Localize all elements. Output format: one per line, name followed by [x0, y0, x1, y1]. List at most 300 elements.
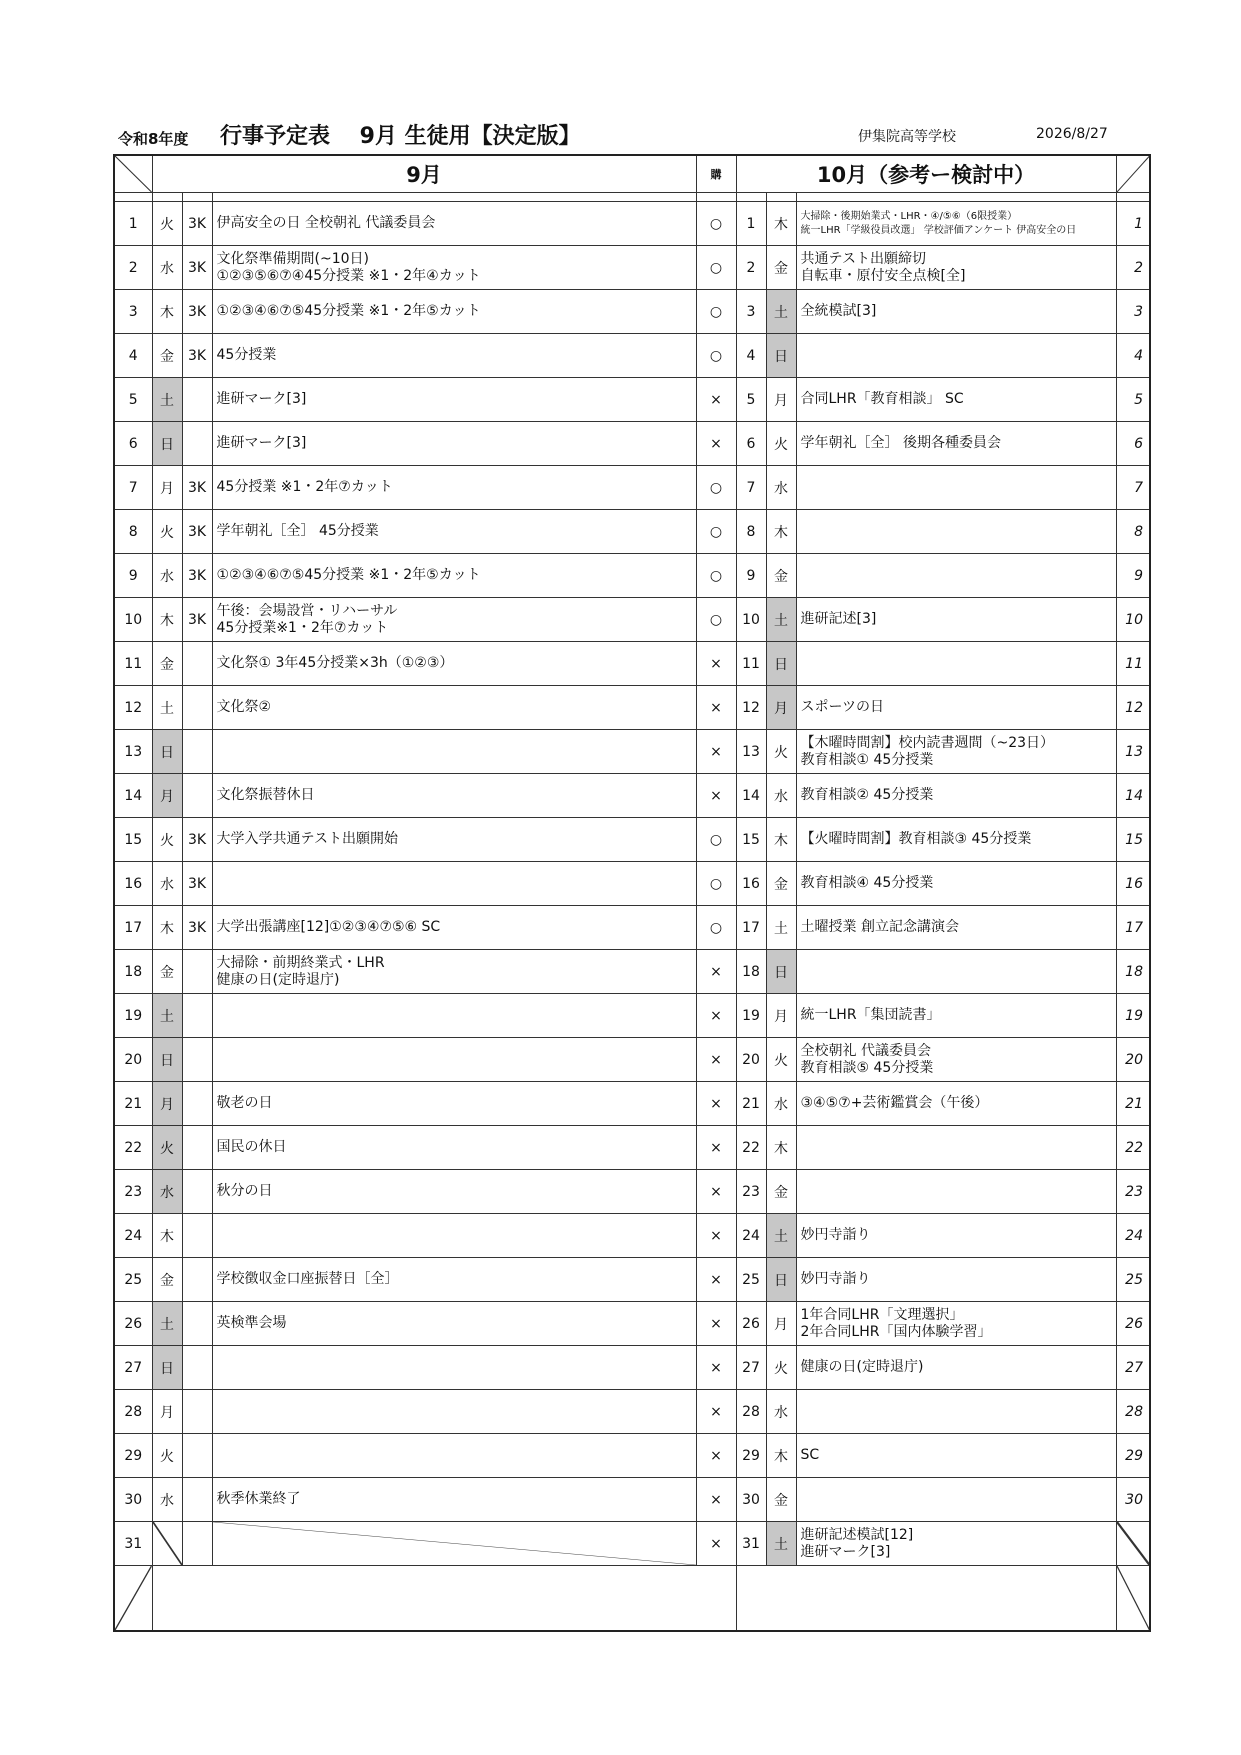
- oct-event: 教育相談④ 45分授業: [796, 862, 1116, 906]
- oct-weekday: 木: [766, 510, 796, 554]
- oct-weekday: 月: [766, 378, 796, 422]
- oct-event: 土曜授業 創立記念講演会: [796, 906, 1116, 950]
- oct-right-date: 4: [1116, 334, 1150, 378]
- day-row: [114, 1214, 1150, 1258]
- sep-3k-mark: 3K: [182, 290, 212, 334]
- sep-date: 10: [114, 598, 152, 642]
- oct-event: 1年合同LHR「文理選択」 2年合同LHR「国内体験学習」: [796, 1302, 1116, 1346]
- sep-date: 23: [114, 1170, 152, 1214]
- oct-date: 29: [736, 1434, 766, 1478]
- sep-date: 13: [114, 730, 152, 774]
- oct-date: 9: [736, 554, 766, 598]
- sep-weekday: 月: [152, 1390, 182, 1434]
- october-header: 10月（参考ー検討中）: [736, 155, 1116, 193]
- oct-right-date: 30: [1116, 1478, 1150, 1522]
- sep-date: 18: [114, 950, 152, 994]
- sep-3k-mark: [182, 686, 212, 730]
- oct-event: 妙円寺詣り: [796, 1214, 1116, 1258]
- oct-weekday: 金: [766, 1478, 796, 1522]
- sep-weekday: 火: [152, 1126, 182, 1170]
- sep-event: 国民の休日: [212, 1126, 696, 1170]
- sep-date: 21: [114, 1082, 152, 1126]
- purchase-mark: ×: [696, 774, 736, 818]
- sep-weekday: 日: [152, 1038, 182, 1082]
- oct-right-date: 7: [1116, 466, 1150, 510]
- purchase-mark: ×: [696, 642, 736, 686]
- day-row: [114, 642, 1150, 686]
- oct-date: 11: [736, 642, 766, 686]
- oct-right-date: 24: [1116, 1214, 1150, 1258]
- oct-date: 14: [736, 774, 766, 818]
- oct-weekday: 火: [766, 1346, 796, 1390]
- oct-weekday: 月: [766, 686, 796, 730]
- oct-event: 【木曜時間割】校内読書週間（~23日） 教育相談① 45分授業: [796, 730, 1116, 774]
- oct-event: [796, 510, 1116, 554]
- oct-date: 12: [736, 686, 766, 730]
- sep-3k-mark: 3K: [182, 554, 212, 598]
- oct-weekday: 火: [766, 730, 796, 774]
- column-header-row: [114, 155, 1150, 193]
- sep-event: 秋分の日: [212, 1170, 696, 1214]
- sep-event: 午後：会場設営・リハーサル 45分授業※1・2年⑦カット: [212, 598, 696, 642]
- oct-date: 13: [736, 730, 766, 774]
- sep-date: 27: [114, 1346, 152, 1390]
- sep-event: 敬老の日: [212, 1082, 696, 1126]
- sep-3k-mark: [182, 774, 212, 818]
- sep-3k-mark: [182, 642, 212, 686]
- oct-event: [796, 466, 1116, 510]
- oct-right-date: 25: [1116, 1258, 1150, 1302]
- sep-weekday: 金: [152, 334, 182, 378]
- sep-date: 6: [114, 422, 152, 466]
- oct-event: 学年朝礼［全］ 後期各種委員会: [796, 422, 1116, 466]
- day-row: [114, 1522, 1150, 1566]
- day-row: [114, 1170, 1150, 1214]
- sep-weekday: 土: [152, 994, 182, 1038]
- page-header: [118, 118, 1118, 150]
- oct-weekday: 水: [766, 774, 796, 818]
- sep-weekday: 火: [152, 510, 182, 554]
- oct-weekday: 日: [766, 334, 796, 378]
- oct-weekday: 日: [766, 642, 796, 686]
- day-row: [114, 1038, 1150, 1082]
- footer-row: [114, 1566, 1150, 1632]
- oct-weekday: 月: [766, 994, 796, 1038]
- sep-event: [212, 1522, 696, 1566]
- sep-event: ①②③④⑥⑦⑤45分授業 ※1・2年⑤カット: [212, 554, 696, 598]
- oct-weekday: 金: [766, 554, 796, 598]
- sep-event: 学校徴収金口座振替日［全］: [212, 1258, 696, 1302]
- oct-event: [796, 1170, 1116, 1214]
- sep-3k-mark: [182, 1346, 212, 1390]
- sep-3k-mark: 3K: [182, 334, 212, 378]
- sep-event: [212, 730, 696, 774]
- oct-weekday: 土: [766, 290, 796, 334]
- oct-date: 17: [736, 906, 766, 950]
- sep-3k-mark: [182, 1522, 212, 1566]
- purchase-mark: ×: [696, 1170, 736, 1214]
- day-row: [114, 554, 1150, 598]
- purchase-mark: ×: [696, 1126, 736, 1170]
- oct-event: [796, 334, 1116, 378]
- oct-right-date: 10: [1116, 598, 1150, 642]
- oct-weekday: 金: [766, 246, 796, 290]
- sep-date: 22: [114, 1126, 152, 1170]
- day-row: [114, 422, 1150, 466]
- sep-event: [212, 1346, 696, 1390]
- day-row: [114, 1082, 1150, 1126]
- purchase-mark: ×: [696, 1258, 736, 1302]
- sep-event: 進研マーク[3]: [212, 378, 696, 422]
- footer-diagonal-left: [114, 1566, 152, 1632]
- oct-weekday: 木: [766, 202, 796, 246]
- day-row: [114, 686, 1150, 730]
- purchase-mark: ○: [696, 246, 736, 290]
- oct-date: 28: [736, 1390, 766, 1434]
- sep-date: 7: [114, 466, 152, 510]
- page-title: 行事予定表 9月 生徒用【決定版】: [220, 124, 581, 149]
- purchase-mark: ○: [696, 554, 736, 598]
- sep-date: 31: [114, 1522, 152, 1566]
- purchase-mark: ○: [696, 862, 736, 906]
- sep-date: 24: [114, 1214, 152, 1258]
- purchase-mark: ×: [696, 994, 736, 1038]
- day-row: [114, 1346, 1150, 1390]
- oct-date: 8: [736, 510, 766, 554]
- sep-weekday: 金: [152, 642, 182, 686]
- sep-date: 30: [114, 1478, 152, 1522]
- oct-weekday: 木: [766, 818, 796, 862]
- sep-date: 25: [114, 1258, 152, 1302]
- oct-event: 大掃除・後期始業式・LHR・④/⑤⑥（6限授業） 統一LHR「学級役員改選」 学校評価アンケート 伊高安全の日: [796, 202, 1116, 246]
- oct-right-date: [1116, 1522, 1150, 1566]
- oct-right-date: 13: [1116, 730, 1150, 774]
- oct-right-date: 14: [1116, 774, 1150, 818]
- sep-weekday: 水: [152, 1478, 182, 1522]
- sep-3k-mark: 3K: [182, 510, 212, 554]
- day-row: [114, 818, 1150, 862]
- schedule-table: [113, 154, 1151, 1632]
- purchase-mark: ○: [696, 818, 736, 862]
- oct-weekday: 日: [766, 950, 796, 994]
- oct-right-date: 3: [1116, 290, 1150, 334]
- oct-right-date: 5: [1116, 378, 1150, 422]
- sep-3k-mark: 3K: [182, 818, 212, 862]
- day-row: [114, 1478, 1150, 1522]
- oct-right-date: 17: [1116, 906, 1150, 950]
- school-name: 伊集院高等学校: [858, 129, 956, 145]
- sep-weekday: 土: [152, 1302, 182, 1346]
- oct-right-date: 1: [1116, 202, 1150, 246]
- sep-3k-mark: 3K: [182, 202, 212, 246]
- sep-date: 5: [114, 378, 152, 422]
- sep-event: 45分授業: [212, 334, 696, 378]
- sep-event: [212, 862, 696, 906]
- sep-weekday: 木: [152, 290, 182, 334]
- oct-event: [796, 554, 1116, 598]
- oct-event: 全統模試[3]: [796, 290, 1116, 334]
- sep-3k-mark: 3K: [182, 598, 212, 642]
- day-row: [114, 598, 1150, 642]
- oct-right-date: 21: [1116, 1082, 1150, 1126]
- sep-event: 45分授業 ※1・2年⑦カット: [212, 466, 696, 510]
- sep-weekday: 水: [152, 1170, 182, 1214]
- sep-weekday: 金: [152, 950, 182, 994]
- day-row: [114, 1434, 1150, 1478]
- oct-weekday: 木: [766, 1434, 796, 1478]
- oct-event: [796, 642, 1116, 686]
- purchase-mark: ×: [696, 1346, 736, 1390]
- sep-date: 11: [114, 642, 152, 686]
- oct-date: 10: [736, 598, 766, 642]
- sep-date: 28: [114, 1390, 152, 1434]
- purchase-mark: ×: [696, 686, 736, 730]
- oct-event: 進研記述模試[12] 進研マーク[3]: [796, 1522, 1116, 1566]
- purchase-mark: ×: [696, 1478, 736, 1522]
- sep-date: 17: [114, 906, 152, 950]
- oct-right-date: 6: [1116, 422, 1150, 466]
- oct-right-date: 2: [1116, 246, 1150, 290]
- day-row: [114, 774, 1150, 818]
- sep-date: 2: [114, 246, 152, 290]
- oct-right-date: 22: [1116, 1126, 1150, 1170]
- sep-date: 8: [114, 510, 152, 554]
- sep-event: 文化祭②: [212, 686, 696, 730]
- sep-weekday: 水: [152, 554, 182, 598]
- sep-weekday: 土: [152, 378, 182, 422]
- purchase-mark: ×: [696, 1390, 736, 1434]
- sep-event: 秋季休業終了: [212, 1478, 696, 1522]
- sep-3k-mark: [182, 1170, 212, 1214]
- oct-weekday: 水: [766, 466, 796, 510]
- day-row: [114, 378, 1150, 422]
- oct-event: 全校朝礼 代議委員会 教育相談⑤ 45分授業: [796, 1038, 1116, 1082]
- sep-3k-mark: [182, 1434, 212, 1478]
- sep-event: 英検準会場: [212, 1302, 696, 1346]
- oct-date: 24: [736, 1214, 766, 1258]
- sep-3k-mark: 3K: [182, 466, 212, 510]
- sep-event: 文化祭① 3年45分授業×3h（①②③）: [212, 642, 696, 686]
- oct-date: 30: [736, 1478, 766, 1522]
- sep-date: 16: [114, 862, 152, 906]
- oct-date: 2: [736, 246, 766, 290]
- sep-weekday: 金: [152, 1258, 182, 1302]
- footer-oct-blank: [736, 1566, 1116, 1632]
- corner-diagonal: [1116, 155, 1150, 193]
- sep-3k-mark: [182, 994, 212, 1038]
- oct-right-date: 28: [1116, 1390, 1150, 1434]
- purchase-mark: ○: [696, 202, 736, 246]
- sep-weekday: 月: [152, 466, 182, 510]
- oct-weekday: 土: [766, 906, 796, 950]
- oct-right-date: 19: [1116, 994, 1150, 1038]
- sep-event: 大掃除・前期終業式・LHR 健康の日(定時退庁): [212, 950, 696, 994]
- sep-3k-mark: [182, 1478, 212, 1522]
- oct-date: 25: [736, 1258, 766, 1302]
- oct-date: 26: [736, 1302, 766, 1346]
- day-row: [114, 202, 1150, 246]
- purchase-mark: ○: [696, 466, 736, 510]
- day-row: [114, 1258, 1150, 1302]
- day-row: [114, 994, 1150, 1038]
- sep-event: 進研マーク[3]: [212, 422, 696, 466]
- oct-date: 18: [736, 950, 766, 994]
- oct-event: [796, 950, 1116, 994]
- sep-3k-mark: [182, 1038, 212, 1082]
- day-row: [114, 1302, 1150, 1346]
- purchase-mark: ×: [696, 1214, 736, 1258]
- sep-weekday: 水: [152, 246, 182, 290]
- purchase-mark: ○: [696, 906, 736, 950]
- day-row: [114, 950, 1150, 994]
- oct-right-date: 12: [1116, 686, 1150, 730]
- purchase-mark: ○: [696, 510, 736, 554]
- issue-date: 2026/8/27: [1036, 126, 1108, 142]
- oct-right-date: 8: [1116, 510, 1150, 554]
- day-row: [114, 510, 1150, 554]
- sep-weekday: 木: [152, 1214, 182, 1258]
- day-row: [114, 1126, 1150, 1170]
- oct-date: 3: [736, 290, 766, 334]
- oct-date: 19: [736, 994, 766, 1038]
- purchase-mark: ○: [696, 290, 736, 334]
- sep-date: 15: [114, 818, 152, 862]
- oct-weekday: 火: [766, 422, 796, 466]
- sep-3k-mark: [182, 950, 212, 994]
- oct-right-date: 9: [1116, 554, 1150, 598]
- mark-header: 購: [696, 155, 736, 193]
- sep-3k-mark: [182, 422, 212, 466]
- sep-3k-mark: 3K: [182, 906, 212, 950]
- sep-3k-mark: [182, 1390, 212, 1434]
- oct-weekday: 金: [766, 862, 796, 906]
- sep-date: 1: [114, 202, 152, 246]
- oct-date: 20: [736, 1038, 766, 1082]
- oct-date: 7: [736, 466, 766, 510]
- oct-date: 4: [736, 334, 766, 378]
- sep-weekday: 日: [152, 730, 182, 774]
- corner-diagonal: [114, 155, 152, 193]
- purchase-mark: ×: [696, 1082, 736, 1126]
- sep-weekday: 日: [152, 422, 182, 466]
- oct-event: [796, 1390, 1116, 1434]
- day-row: [114, 862, 1150, 906]
- day-row: [114, 246, 1150, 290]
- sep-weekday: 火: [152, 1434, 182, 1478]
- sep-weekday: 月: [152, 1082, 182, 1126]
- footer-sep-blank: [152, 1566, 736, 1632]
- sep-date: 4: [114, 334, 152, 378]
- sep-3k-mark: [182, 1258, 212, 1302]
- sep-3k-mark: [182, 1214, 212, 1258]
- sep-weekday: [152, 1522, 182, 1566]
- purchase-mark: ○: [696, 598, 736, 642]
- sep-event: 文化祭準備期間(~10日) ①②③⑤⑥⑦④45分授業 ※1・2年④カット: [212, 246, 696, 290]
- sep-weekday: 火: [152, 818, 182, 862]
- sep-weekday: 土: [152, 686, 182, 730]
- day-row: [114, 334, 1150, 378]
- sep-event: ①②③④⑥⑦⑤45分授業 ※1・2年⑤カット: [212, 290, 696, 334]
- oct-event: 健康の日(定時退庁): [796, 1346, 1116, 1390]
- sep-3k-mark: [182, 1082, 212, 1126]
- oct-weekday: 月: [766, 1302, 796, 1346]
- fiscal-year: 令和8年度: [118, 130, 189, 148]
- sep-date: 3: [114, 290, 152, 334]
- sep-event: 学年朝礼［全］ 45分授業: [212, 510, 696, 554]
- oct-event: 【火曜時間割】教育相談③ 45分授業: [796, 818, 1116, 862]
- sep-3k-mark: 3K: [182, 246, 212, 290]
- oct-weekday: 金: [766, 1170, 796, 1214]
- footer-diagonal-right: [1116, 1566, 1150, 1632]
- oct-weekday: 土: [766, 1522, 796, 1566]
- sep-date: 19: [114, 994, 152, 1038]
- sep-event: [212, 994, 696, 1038]
- sep-3k-mark: [182, 1302, 212, 1346]
- oct-right-date: 16: [1116, 862, 1150, 906]
- sep-date: 29: [114, 1434, 152, 1478]
- day-row: [114, 290, 1150, 334]
- sep-date: 20: [114, 1038, 152, 1082]
- oct-date: 1: [736, 202, 766, 246]
- oct-date: 22: [736, 1126, 766, 1170]
- oct-weekday: 水: [766, 1082, 796, 1126]
- oct-event: 進研記述[3]: [796, 598, 1116, 642]
- oct-weekday: 土: [766, 1214, 796, 1258]
- sep-event: 大学出張講座[12]①②③④⑦⑤⑥ SC: [212, 906, 696, 950]
- oct-event: [796, 1478, 1116, 1522]
- day-row: [114, 906, 1150, 950]
- oct-date: 5: [736, 378, 766, 422]
- purchase-mark: ×: [696, 1038, 736, 1082]
- oct-right-date: 15: [1116, 818, 1150, 862]
- purchase-mark: ×: [696, 1434, 736, 1478]
- sep-event: [212, 1214, 696, 1258]
- sep-weekday: 木: [152, 906, 182, 950]
- sep-weekday: 木: [152, 598, 182, 642]
- oct-right-date: 26: [1116, 1302, 1150, 1346]
- oct-right-date: 18: [1116, 950, 1150, 994]
- oct-event: 共通テスト出願締切 自転車・原付安全点検[全]: [796, 246, 1116, 290]
- sep-3k-mark: [182, 730, 212, 774]
- oct-date: 15: [736, 818, 766, 862]
- sep-weekday: 水: [152, 862, 182, 906]
- oct-right-date: 27: [1116, 1346, 1150, 1390]
- oct-date: 16: [736, 862, 766, 906]
- oct-date: 23: [736, 1170, 766, 1214]
- oct-date: 6: [736, 422, 766, 466]
- sep-event: 伊高安全の日 全校朝礼 代議委員会: [212, 202, 696, 246]
- purchase-mark: ○: [696, 334, 736, 378]
- sep-3k-mark: 3K: [182, 862, 212, 906]
- oct-event: 妙円寺詣り: [796, 1258, 1116, 1302]
- oct-event: [796, 1126, 1116, 1170]
- purchase-mark: ×: [696, 1302, 736, 1346]
- oct-weekday: 水: [766, 1390, 796, 1434]
- sep-event: [212, 1434, 696, 1478]
- oct-event: 教育相談② 45分授業: [796, 774, 1116, 818]
- sep-date: 12: [114, 686, 152, 730]
- oct-right-date: 29: [1116, 1434, 1150, 1478]
- oct-weekday: 火: [766, 1038, 796, 1082]
- sep-weekday: 月: [152, 774, 182, 818]
- sep-event: [212, 1390, 696, 1434]
- oct-right-date: 20: [1116, 1038, 1150, 1082]
- sep-3k-mark: [182, 1126, 212, 1170]
- sep-date: 26: [114, 1302, 152, 1346]
- oct-date: 27: [736, 1346, 766, 1390]
- sep-date: 9: [114, 554, 152, 598]
- oct-right-date: 23: [1116, 1170, 1150, 1214]
